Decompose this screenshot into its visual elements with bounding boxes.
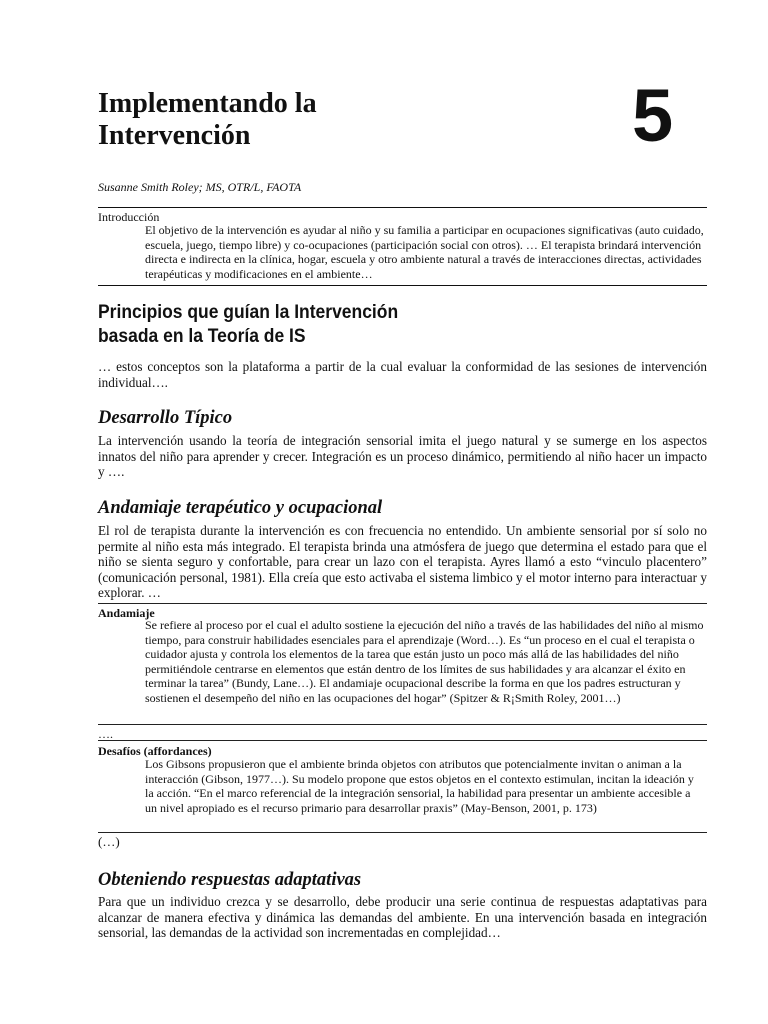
respuestas-text: Para que un individuo crezca y se desarrollo, debe producir una serie continua de respuestas adaptativas para alcanzar de manera efectiva y dinámica las demandas del ambiente. En una intervención basada en integración sensorial, las demandas de la actividad son incrementadas en complejidad… bbox=[98, 894, 707, 941]
andamiaje-box-top-rule bbox=[98, 603, 707, 604]
desarrollo-title: Desarrollo Típico bbox=[98, 408, 233, 428]
andamiaje-box-label: Andamiaje bbox=[98, 606, 155, 620]
desafios-box-ellipsis: (…) bbox=[98, 834, 120, 849]
desarrollo-text: La intervención usando la teoría de integración sensorial imita el juego natural y se sumerge en los aspectos innatos del niño para aprender y crecer. Integración es un proceso dinámico, permitiendo al niño hacer un impacto y …. bbox=[98, 433, 707, 480]
chapter-title-line-1: Implementando la bbox=[98, 88, 317, 119]
andamiaje-box-bottom-rule bbox=[98, 724, 707, 725]
section-title-line-1: Principios que guían la Intervención bbox=[98, 302, 399, 323]
intro-text: El objetivo de la intervención es ayudar al niño y su familia a participar en ocupaciones significativas (auto cuidado, escuela, juego, tiempo libre) y co-ocupaciones (participación social con otros). … El terapista brindará intervención directa e indirecta en la clínica, hogar, escuela y otro ambiente natural a través de interacciones directas, actividades terapéuticas y modificaciones en el ambiente… bbox=[145, 223, 704, 281]
chapter-title-line-2: Intervención bbox=[98, 120, 251, 151]
andamiaje-box-ellipsis: …. bbox=[98, 727, 113, 741]
section-intro-text: … estos conceptos son la plataforma a partir de la cual evaluar la conformidad de las sesiones de intervención individual…. bbox=[98, 359, 707, 390]
desafios-box-label: Desafíos (affordances) bbox=[98, 744, 212, 758]
andamiaje-box-text: Se refiere al proceso por el cual el adulto sostiene la ejecución del niño a través de las habilidades del niño al mismo tiempo, para construir habilidades esenciales para el aprendizaje (Word…). Es “un proceso en el cual el terapista o cuidador ajusta y controla los elementos de la tarea que están justo un poco más allá de las habilidades del niño permitiéndole centrarse en elementos que están dentro de los límites de sus habilidades y ara alcanzar el éxito en terminar la tarea” (Bundy, Lane…). El andamiaje ocupacional describe la forma en que los padres estructuran y sostienen el desempeño del niño en las ocupaciones del hogar” (Spitzer & R¡Smith Roley, 2001…) bbox=[145, 618, 704, 705]
section-title bbox=[98, 301, 484, 349]
desafios-box-text: Los Gibsons propusieron que el ambiente brinda objetos con atributos que potencialmente invitan o animan a la interacción (Gibson, 1977…). Su modelo propone que estos objetos en el contexto estimulan, incitan la ideación y la acción. “En el marco referencial de la integración sensorial, la habilidad para presentar un ambiente accesible a un nivel apropiado es el recurso primario para desarrollar praxis” (May-Benson, 2001, p. 173) bbox=[145, 757, 694, 815]
desafios-box-top-rule bbox=[98, 740, 707, 741]
chapter-title bbox=[98, 88, 578, 152]
desafios-box-bottom-rule bbox=[98, 832, 707, 833]
andamiaje-section-title: Andamiaje terapéutico y ocupacional bbox=[98, 498, 383, 518]
chapter-number: 5 bbox=[632, 74, 674, 157]
author-line: Susanne Smith Roley; MS, OTR/L, FAOTA bbox=[98, 180, 302, 194]
respuestas-title: Obteniendo respuestas adaptativas bbox=[98, 870, 362, 890]
section-title-line-2: basada en la Teoría de IS bbox=[98, 326, 306, 347]
intro-top-rule bbox=[98, 207, 707, 208]
andamiaje-section-text: El rol de terapista durante la intervención es con frecuencia no entendido. Un ambiente sensorial por sí solo no permite al niño esta más integrado. El terapista brinda una atmósfera de juego que determina el estado para que el niño se sienta seguro y confortable, para crear un lazo con el terapista. Ayres llamó a esto “vinculo placentero” (comunicación personal, 1981). Ella creía que esto activaba el sistema limbico y el motor interno para interactuar y explorar. … bbox=[98, 523, 707, 601]
intro-label: Introducción bbox=[98, 210, 160, 224]
intro-bottom-rule bbox=[98, 285, 707, 286]
